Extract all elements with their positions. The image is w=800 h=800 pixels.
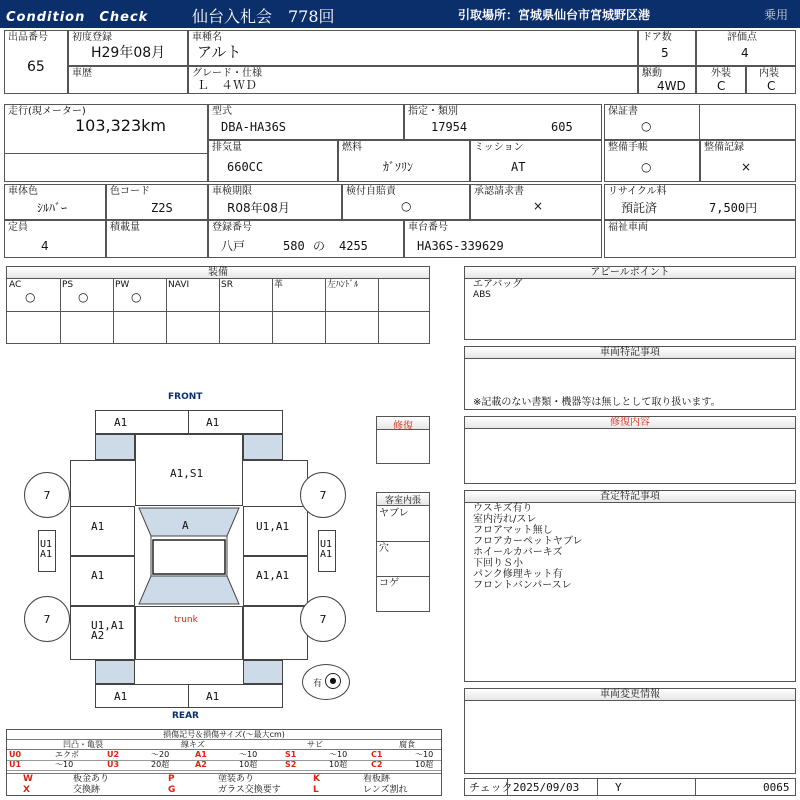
inspection-note-line: ホイールカバーキズ [473, 547, 563, 558]
legend-code: U3 [107, 760, 120, 769]
check-inspector: Y [615, 781, 622, 794]
side-r-top-mark: U1 [320, 539, 333, 550]
legend-mark-desc: 交換跡 [73, 785, 101, 795]
history-cell [68, 66, 188, 94]
record-label: 整備記録 [704, 142, 744, 153]
cabin-item-tear: ヤブレ [379, 508, 409, 519]
side-sill-r [318, 530, 336, 572]
drive-value: 4WD [657, 79, 686, 93]
legend-header-dent: 凹凸・亀裂 [63, 740, 103, 749]
claim-label: 承認請求書 [474, 186, 524, 197]
equipment-label: 左ﾊﾝﾄﾞﾙ [327, 280, 359, 290]
welfare-label: 福祉車両 [608, 222, 648, 233]
fuel-label: 燃料 [342, 142, 362, 153]
legend-size: 10超 [329, 760, 348, 769]
transmission-cell [470, 140, 602, 182]
car-name-cell [188, 30, 638, 66]
inspection-label: 車検期限 [212, 186, 252, 197]
legend-code: C2 [371, 760, 383, 769]
rear-door-r-mark: A1,A1 [256, 569, 290, 582]
legend-codes-divider [7, 773, 441, 774]
legend-mark-code: G [168, 785, 176, 795]
drive-cell [638, 66, 696, 94]
doors-label: ドア数 [642, 32, 672, 43]
rear-corner-l [95, 660, 135, 684]
legend-mark-desc: 塗装あり [218, 774, 255, 784]
special-title: 車両特記事項 [464, 346, 796, 359]
drive-label: 駆動 [642, 68, 662, 79]
equipment-col-divider [166, 279, 167, 343]
equipment-row-divider [7, 311, 429, 312]
trunk [135, 606, 243, 660]
chassis-cell [404, 220, 602, 258]
score-label: 評価点 [727, 32, 757, 43]
legend-mark-code: K [313, 774, 320, 784]
side-sill-l [38, 530, 56, 572]
inspection-note-line: フロアカーペットヤブレ [473, 536, 583, 547]
equipment-label: PW [115, 280, 130, 290]
car-name-label: 車種名 [192, 32, 222, 43]
cabin-lining-box [376, 492, 430, 612]
equipment-col-divider [60, 279, 61, 343]
legend-mark-desc: レンズ割れ [363, 785, 408, 795]
exterior-label: 外装 [711, 68, 731, 79]
mileage-label: 走行(現メーター) [8, 106, 86, 117]
rear-quarter-l-bottom-mark: A2 [91, 629, 105, 642]
equipment-label: SR [221, 280, 233, 290]
front-door-r [243, 506, 308, 556]
hood [135, 434, 243, 506]
capacity-value: 4 [41, 239, 49, 253]
interior-cell [746, 66, 796, 94]
recycle-fee: 7,500円 [709, 201, 758, 215]
grade-cell [188, 66, 638, 94]
welfare-cell [604, 220, 796, 258]
car-name-value: アルト [197, 43, 242, 61]
side-l-top-mark: U1 [40, 539, 53, 550]
warranty-divider [699, 105, 700, 139]
check-divider-3 [695, 779, 696, 795]
lot-label: 出品番号 [8, 32, 48, 43]
first-reg-label: 初度登録 [72, 32, 112, 43]
rear-quarter-r [243, 606, 308, 660]
displacement-label: 排気量 [212, 142, 242, 153]
vehicle-class: 乗用 [764, 8, 789, 22]
displacement-value: 660CC [227, 160, 264, 174]
equipment-col-divider [113, 279, 114, 343]
inspection-note-line: パンク修理キット有 [473, 569, 563, 580]
recycle-label: リサイクル料 [608, 186, 667, 197]
rear-corner-r [243, 660, 283, 684]
record-value: × [741, 160, 752, 174]
legend-row-divider [7, 770, 441, 771]
header-bar [0, 0, 800, 28]
claim-value: × [533, 199, 544, 213]
grade-label: グレード・仕様 [192, 68, 262, 79]
spare-tire [302, 664, 350, 700]
legend-mark-desc: ガラス交換要す [218, 785, 281, 795]
legend-mark-desc: 看板跡 [363, 774, 391, 784]
cabin-item-hole: 穴 [379, 543, 389, 554]
inspection-note-line: ウスキズ有り [473, 503, 533, 514]
front-door-r-mark: U1,A1 [256, 520, 290, 533]
front-bumper-r-mark: A1 [206, 416, 220, 429]
equipment-label: PS [62, 280, 74, 290]
doors-cell [638, 30, 696, 66]
special-note: ※記載のない書類・機器等は無しとして取り扱います。 [473, 397, 721, 408]
front-corner-r [243, 434, 283, 460]
inspection-note-line: フロアマット無し [473, 525, 553, 536]
legend-code: U1 [9, 760, 22, 769]
check-divider-2 [597, 779, 598, 795]
fuel-cell [338, 140, 470, 182]
legend-size: ～20 [151, 750, 170, 759]
legend-mark-code: X [23, 785, 30, 795]
appeal-line-2: ABS [473, 290, 491, 300]
transmission-label: ミッション [474, 142, 524, 153]
inspection-notes-title: 査定特記事項 [464, 490, 796, 503]
insurance-value: ○ [401, 199, 412, 213]
inspection-value: R08年08月 [227, 201, 290, 215]
inspection-note-line: 室内汚れ/スレ [473, 514, 537, 525]
equipment-label: 革 [274, 280, 284, 290]
color-value: ｼﾙﾊﾞｰ [37, 201, 68, 215]
equipment-value: ○ [78, 290, 89, 304]
load-cell [106, 220, 208, 258]
side-l-bottom-mark: A1 [40, 549, 53, 560]
chassis-label: 車台番号 [408, 222, 448, 233]
front-fender-l [70, 506, 135, 556]
legend-header-corrosion: 腐食 [399, 740, 415, 749]
claim-cell [470, 184, 602, 220]
trunk-label: trunk [174, 615, 198, 625]
rear-door-r [243, 556, 308, 606]
legend-code: S2 [285, 760, 297, 769]
color-code-label: 色コード [110, 186, 150, 197]
inspection-note-line: 下回りＳ小 [473, 558, 523, 569]
front-bumper-l-mark: A1 [114, 416, 128, 429]
legend-header-rust: サビ [307, 740, 323, 749]
interior-label: 内装 [759, 68, 779, 79]
repair-content-box [464, 428, 796, 484]
cabin-label: 客室内張 [377, 493, 429, 506]
legend-header-scratch: 線キズ [181, 740, 205, 749]
rear-label: REAR [172, 711, 199, 721]
interior-value: C [767, 79, 776, 93]
grade-value: Ｌ ４ＷＤ [197, 78, 258, 92]
rear-bumper-r-mark: A1 [206, 690, 220, 703]
insurance-label: 検付自賠責 [346, 186, 396, 197]
legend-headers [7, 740, 441, 750]
inspection-cell [208, 184, 342, 220]
first-reg-value: H29年08月 [91, 45, 166, 61]
inspection-note-line: フロントバンパースレ [473, 580, 572, 591]
category-value: 605 [551, 120, 573, 134]
legend-code: U2 [107, 750, 120, 759]
designation-label: 指定・類別 [408, 106, 458, 117]
warranty-cell [604, 104, 796, 140]
plate-cell [208, 220, 404, 258]
plate-number: 4255 [339, 239, 368, 253]
record-cell [700, 140, 796, 182]
legend-code: U0 [9, 750, 22, 759]
spare-icon: ● [325, 673, 341, 689]
color-code-value: Z2S [151, 201, 173, 215]
check-divider-1 [507, 779, 508, 795]
first-reg-cell [68, 30, 188, 66]
exterior-value: C [717, 79, 726, 93]
legend-size: エクボ [55, 750, 79, 759]
color-cell [4, 184, 106, 220]
auction-title: 仙台入札会 778回 [192, 7, 335, 26]
legend-mark-code: P [168, 774, 175, 784]
doors-value: 5 [661, 46, 669, 60]
plate-region: 八戸 [221, 239, 246, 253]
history-label: 車歴 [72, 68, 92, 79]
model-cell [208, 104, 404, 140]
roof-svg [135, 506, 243, 606]
legend-size: 20超 [151, 760, 170, 769]
repair-content-title: 修復内容 [464, 416, 796, 429]
rear-door-l [70, 556, 135, 606]
score-value: 4 [741, 46, 749, 60]
color-label: 車体色 [8, 186, 38, 197]
front-corner-l [95, 434, 135, 460]
legend-size: ～10 [55, 760, 74, 769]
rear-bumper [95, 684, 283, 708]
rear-quarter-l-top-mark: U1,A1 [91, 619, 125, 632]
legend-size: ～10 [329, 750, 348, 759]
designation-cell [404, 104, 602, 140]
legend-mark-code: W [23, 774, 33, 784]
capacity-label: 定員 [8, 222, 28, 233]
equipment-col-divider [272, 279, 273, 343]
capacity-cell [4, 220, 106, 258]
load-label: 積載量 [110, 222, 140, 233]
mileage-cell [4, 104, 208, 182]
chassis-value: HA36S-339629 [417, 239, 504, 253]
tire-rear-right: 7 [300, 596, 346, 642]
equipment-col-divider [325, 279, 326, 343]
repair-box [376, 416, 430, 464]
front-label: FRONT [168, 392, 203, 402]
equipment-label: AC [9, 280, 22, 290]
change-info-title: 車両変更情報 [464, 688, 796, 701]
designation-value: 17954 [431, 120, 468, 134]
legend-size: 10超 [239, 760, 258, 769]
lot-cell [4, 30, 68, 94]
legend-size: ～10 [239, 750, 258, 759]
exterior-cell [696, 66, 746, 94]
score-cell [696, 30, 796, 66]
appeal-title: アピールポイント [464, 266, 796, 279]
mileage-value: 103,323km [75, 116, 167, 135]
plate-kana: の [313, 239, 326, 253]
lot-number: 65 [27, 59, 45, 75]
equipment-col-divider [378, 279, 379, 343]
condition-check-label: Condition Check [6, 10, 149, 25]
transmission-value: AT [511, 160, 526, 174]
legend-mark-desc: 板金あり [73, 774, 110, 784]
hood-mark: A1,S1 [170, 467, 204, 480]
legend-mark-code: L [313, 785, 319, 795]
equipment-value: ○ [25, 290, 36, 304]
fuel-value: ｶﾞｿﾘﾝ [383, 160, 414, 174]
plate-label: 登録番号 [212, 222, 252, 233]
model-value: DBA-HA36S [221, 120, 287, 134]
tire-front-right: 7 [300, 472, 346, 518]
model-label: 型式 [212, 106, 232, 117]
legend-code: A1 [195, 750, 207, 759]
appeal-box [464, 278, 796, 340]
mileage-divider [5, 153, 207, 154]
legend-code: C1 [371, 750, 383, 759]
rear-quarter-l [70, 606, 135, 660]
equipment-table [6, 278, 430, 344]
legend-box [6, 729, 442, 796]
plate-class: 580 [283, 239, 305, 253]
special-box [464, 358, 796, 410]
inspection-notes-box [464, 502, 796, 682]
insurance-cell [342, 184, 470, 220]
recycle-cell [604, 184, 796, 220]
roof-mark: A [182, 519, 189, 532]
repair-label: 修復 [377, 417, 429, 430]
color-code-cell [106, 184, 208, 220]
appeal-line-1: エアバッグ [473, 279, 523, 290]
front-fender-l-mark: A1 [91, 520, 105, 533]
check-date: 2025/09/03 [513, 781, 580, 794]
displacement-cell [208, 140, 338, 182]
legend-size: ～10 [415, 750, 434, 759]
check-label: チェック [469, 781, 513, 794]
manual-label: 整備手帳 [608, 142, 648, 153]
front-bumper [95, 410, 283, 434]
spare-label: 有 [313, 679, 323, 689]
tire-rear-left: 7 [24, 596, 70, 642]
warranty-value: ○ [641, 119, 652, 133]
rear-door-l-mark: A1 [91, 569, 105, 582]
legend-size: 10超 [415, 760, 434, 769]
legend-code: S1 [285, 750, 297, 759]
recycle-status: 預託済 [621, 201, 658, 215]
legend-title: 損傷記号＆損傷サイズ(～最大cm) [7, 730, 441, 740]
manual-value: ○ [641, 160, 652, 174]
cabin-item-burn: コゲ [379, 578, 399, 589]
manual-cell [604, 140, 700, 182]
equipment-value: ○ [131, 290, 142, 304]
equipment-title: 装備 [6, 266, 430, 279]
check-number: 0065 [763, 781, 790, 794]
rear-bumper-l-mark: A1 [114, 690, 128, 703]
check-row [464, 778, 796, 796]
side-r-bottom-mark: A1 [320, 549, 333, 560]
legend-code: A2 [195, 760, 207, 769]
change-info-box [464, 700, 796, 774]
warranty-label: 保証書 [608, 106, 638, 117]
equipment-label: NAVI [168, 280, 190, 290]
tire-front-left: 7 [24, 472, 70, 518]
equipment-col-divider [219, 279, 220, 343]
pickup-location: 引取場所：宮城県仙台市宮城野区港 [458, 8, 651, 22]
